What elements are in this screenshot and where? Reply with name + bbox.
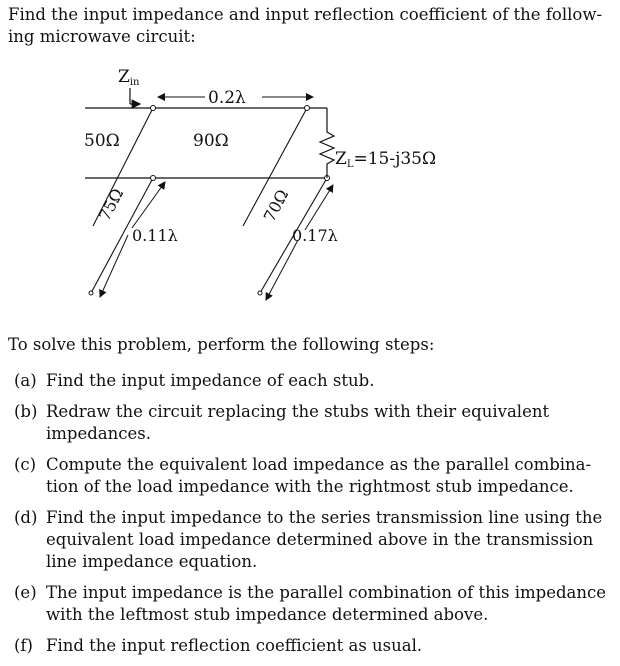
steps-intro: To solve this problem, perform the following steps:: [8, 335, 435, 354]
steps-list: [14, 370, 614, 666]
source-impedance-label: 50Ω: [84, 131, 120, 151]
step-marker: (b): [14, 402, 38, 421]
step-marker: (a): [14, 371, 37, 390]
stub1-node: [151, 176, 156, 181]
series-length-label: 0.2λ: [208, 88, 246, 108]
stub2-length-arrow-b: [266, 240, 298, 300]
step-marker: (c): [14, 455, 37, 474]
stub1-top-node: [151, 106, 156, 111]
step-item: [14, 454, 614, 498]
stub1-length-arrow-b: [100, 235, 128, 297]
step-item: [14, 370, 614, 392]
step-text: Compute the equivalent load impedance as the parallel combina- tion of the load impedance with the rightmost stub impedance.: [46, 455, 592, 496]
stub1-length-label: 0.11λ: [132, 226, 178, 245]
stub1-impedance-label: 75Ω: [94, 185, 128, 224]
step-marker: (e): [14, 583, 37, 602]
step-text: Find the input reflection coefficient as usual.: [46, 636, 423, 655]
step-item: [14, 635, 614, 657]
series-impedance-label: 90Ω: [193, 131, 229, 151]
step-text: Find the input impedance of each stub.: [46, 371, 375, 390]
step-item: [14, 401, 614, 445]
step-text: Redraw the circuit replacing the stubs with their equivalent impedances.: [46, 402, 550, 443]
zin-label: Zin: [118, 67, 140, 88]
step-text: Find the input impedance to the series transmission line using the equivalent load impedance determined above in the transmission line impedance equation.: [46, 508, 603, 571]
stub1-length-arrow: [132, 182, 165, 228]
stub2-end: [258, 291, 262, 295]
stub1-end: [89, 291, 93, 295]
step-marker: (f): [14, 636, 33, 655]
stub2-length-label: 0.17λ: [292, 226, 338, 245]
step-item: [14, 507, 614, 573]
load-resistor: [320, 108, 334, 178]
load-impedance-label: ZL=15-j35Ω: [335, 149, 437, 170]
step-item: [14, 582, 614, 626]
step-marker: (d): [14, 508, 38, 527]
problem-statement: Find the input impedance and input reflection coefficient of the follow- ing microwave circuit:: [8, 5, 603, 46]
stub2-top-node: [305, 106, 310, 111]
stub2-impedance-label: 70Ω: [259, 186, 293, 225]
step-text: The input impedance is the parallel combination of this impedance with the leftmost stub impedance determined above.: [46, 583, 607, 624]
circuit-diagram: [60, 60, 460, 310]
